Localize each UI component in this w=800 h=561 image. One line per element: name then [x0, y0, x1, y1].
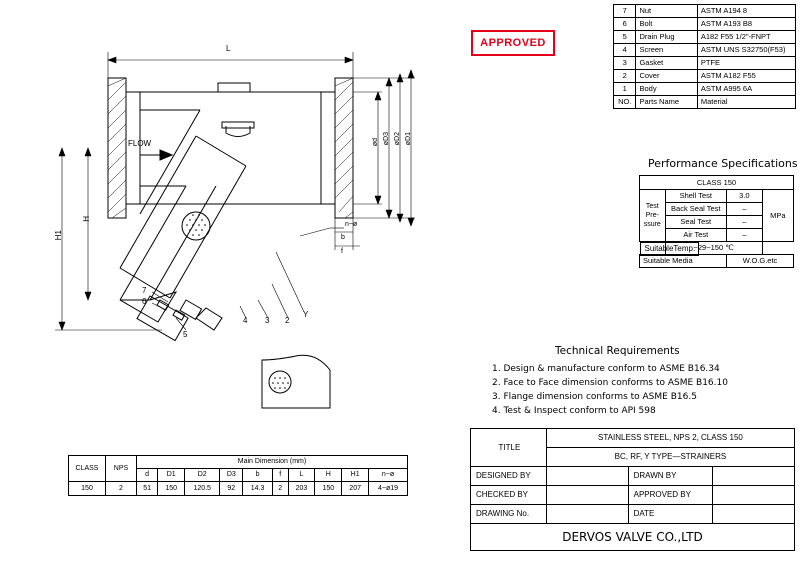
dim-label-b: b — [341, 234, 345, 241]
column-header-d: d — [137, 469, 158, 482]
drawn-by-label: DRAWN BY — [628, 467, 713, 486]
drawing-no-label: DRAWING No. — [471, 505, 547, 524]
column-header-b: b — [243, 469, 273, 482]
checked-by-label: CHECKED BY — [471, 486, 547, 505]
shell-test-label: Shell Test — [665, 190, 727, 203]
dim-label-diameter-D1: øD1 — [405, 132, 412, 146]
suitable-media-value: W.O.G.etc — [727, 255, 794, 268]
suitable-temp-label: SuitableTemp. — [640, 242, 700, 256]
designed-by-label: DESIGNED BY — [471, 467, 547, 486]
technical-requirements-title: Technical Requirements — [555, 345, 680, 357]
part-name: Drain Plug — [636, 31, 697, 44]
approved-by-label: APPROVED BY — [628, 486, 713, 505]
part-name: Body — [636, 83, 697, 96]
cell-D3: 92 — [220, 482, 243, 496]
table-row — [640, 190, 794, 203]
part-no: 5 — [614, 31, 636, 44]
seal-test-value: – — [727, 216, 763, 229]
main-dimension-table — [68, 455, 408, 496]
air-test-value: – — [727, 229, 763, 242]
cell-n-phi: 4−ø19 — [369, 482, 408, 496]
column-header-f: f — [272, 469, 288, 482]
balloon-3: 3 — [265, 316, 270, 325]
dim-label-diameter-d: ød — [372, 138, 379, 147]
part-no: 1 — [614, 83, 636, 96]
column-header-D1: D1 — [158, 469, 185, 482]
approved-stamp: APPROVED — [471, 30, 555, 56]
table-row — [614, 31, 796, 44]
part-material: ASTM UNS S32750(F53) — [697, 44, 795, 57]
part-no: 6 — [614, 18, 636, 31]
table-row — [614, 5, 796, 18]
cell-D2: 120.5 — [185, 482, 220, 496]
balloon-5: 5 — [183, 330, 188, 339]
date-label: DATE — [628, 505, 713, 524]
suitable-media-label: Suitable Media — [640, 255, 727, 268]
performance-specifications-table — [639, 175, 794, 268]
class-label: CLASS 150 — [640, 176, 794, 190]
test-pressure-line-3: ssure — [643, 221, 661, 228]
technical-requirements-list — [492, 362, 728, 418]
title-block — [470, 428, 795, 551]
part-material: PTFE — [697, 57, 795, 70]
column-header-parts-name: Parts Name — [636, 96, 697, 109]
part-material: ASTM A194 8 — [697, 5, 795, 18]
parts-list-table — [613, 4, 796, 109]
cell-f: 2 — [272, 482, 288, 496]
part-material: A182 F55 1/2"-FNPT — [697, 31, 795, 44]
shell-test-value: 3.0 — [727, 190, 763, 203]
table-row — [614, 70, 796, 83]
drawn-by-value[interactable] — [713, 467, 795, 486]
table-row — [614, 18, 796, 31]
date-value[interactable] — [713, 505, 795, 524]
table-row — [471, 524, 795, 551]
part-no: 3 — [614, 57, 636, 70]
list-item: 4. Test & Inspect conform to API 598 — [492, 406, 656, 416]
table-row — [471, 467, 795, 486]
table-row — [640, 176, 794, 190]
seal-test-label: Seal Test — [665, 216, 727, 229]
balloon-Y: Y — [303, 310, 309, 319]
balloon-6: 6 — [142, 297, 147, 306]
table-row — [69, 456, 408, 469]
valve-drawing — [0, 0, 470, 440]
part-name: Nut — [636, 5, 697, 18]
list-item: 1. Design & manufacture conform to ASME B16.34 — [492, 364, 720, 374]
drawing-no-value[interactable] — [546, 505, 628, 524]
table-row — [614, 44, 796, 57]
table-row — [640, 255, 794, 268]
part-name: Cover — [636, 70, 697, 83]
title-label: TITLE — [471, 429, 547, 467]
dim-label-H: H — [82, 216, 91, 222]
test-pressure-line-1: Test — [645, 203, 659, 210]
part-material: ASTM A995 6A — [697, 83, 795, 96]
performance-specifications-title: Performance Specifications — [648, 157, 798, 170]
dim-label-diameter-D3: øD3 — [383, 132, 390, 146]
dimension-table-caption: Main Dimension (mm) — [137, 456, 408, 469]
column-header-D3: D3 — [220, 469, 243, 482]
part-no: 4 — [614, 44, 636, 57]
balloon-4: 4 — [243, 316, 248, 325]
cell-D1: 150 — [158, 482, 185, 496]
table-row — [614, 57, 796, 70]
column-header-H: H — [315, 469, 342, 482]
table-row — [69, 482, 408, 496]
table-row — [471, 486, 795, 505]
table-row — [614, 83, 796, 96]
table-header-row — [614, 96, 796, 109]
column-header-n-phi: n−ø — [369, 469, 408, 482]
suitable-temp-value: −29~150 ℃ — [665, 242, 762, 255]
part-name: Bolt — [636, 18, 697, 31]
part-material: ASTM A193 B8 — [697, 18, 795, 31]
column-header-nps: NPS — [106, 456, 137, 482]
part-name: Gasket — [636, 57, 697, 70]
checked-by-value[interactable] — [546, 486, 628, 505]
column-header-D2: D2 — [185, 469, 220, 482]
dim-label-f: f — [341, 248, 343, 255]
list-item: 2. Face to Face dimension conforms to ASME B16.10 — [492, 378, 728, 388]
balloon-7: 7 — [142, 286, 147, 295]
column-header-class: CLASS — [69, 456, 106, 482]
list-item: 3. Flange dimension conforms to ASME B16.5 — [492, 392, 697, 402]
designed-by-value[interactable] — [546, 467, 628, 486]
pressure-unit: MPa — [762, 190, 793, 242]
column-header-L: L — [288, 469, 315, 482]
company-name: DERVOS VALVE CO.,LTD — [471, 524, 795, 551]
drawing-title-line-1: STAINLESS STEEL, NPS 2, CLASS 150 — [546, 429, 794, 448]
table-row — [471, 429, 795, 448]
cell-L: 203 — [288, 482, 315, 496]
part-no: 7 — [614, 5, 636, 18]
cell-nps: 2 — [106, 482, 137, 496]
table-row — [471, 505, 795, 524]
balloon-2: 2 — [285, 316, 290, 325]
column-header-no: NO. — [614, 96, 636, 109]
cell-b: 14.3 — [243, 482, 273, 496]
table-row — [640, 242, 794, 255]
cell-H1: 207 — [342, 482, 369, 496]
part-no: 2 — [614, 70, 636, 83]
flow-label: FLOW — [128, 139, 152, 148]
dim-label-L: L — [226, 44, 231, 53]
cell-d: 51 — [137, 482, 158, 496]
dim-label-H1: H1 — [54, 230, 63, 241]
part-material: ASTM A182 F55 — [697, 70, 795, 83]
dim-label-diameter-D2: øD2 — [394, 132, 401, 146]
part-name: Screen — [636, 44, 697, 57]
column-header-material: Material — [697, 96, 795, 109]
approved-by-value[interactable] — [713, 486, 795, 505]
test-pressure-line-2: Pre- — [645, 212, 659, 219]
column-header-H1: H1 — [342, 469, 369, 482]
drawing-title-line-2: BC, RF, Y TYPE—STRAINERS — [546, 448, 794, 467]
back-seal-test-value: – — [727, 203, 763, 216]
cell-class: 150 — [69, 482, 106, 496]
air-test-label: Air Test — [665, 229, 727, 242]
dim-label-n-phi: n−ø — [345, 221, 358, 228]
test-pressure-label — [640, 190, 666, 242]
back-seal-test-label: Back Seal Test — [665, 203, 727, 216]
cell-H: 150 — [315, 482, 342, 496]
